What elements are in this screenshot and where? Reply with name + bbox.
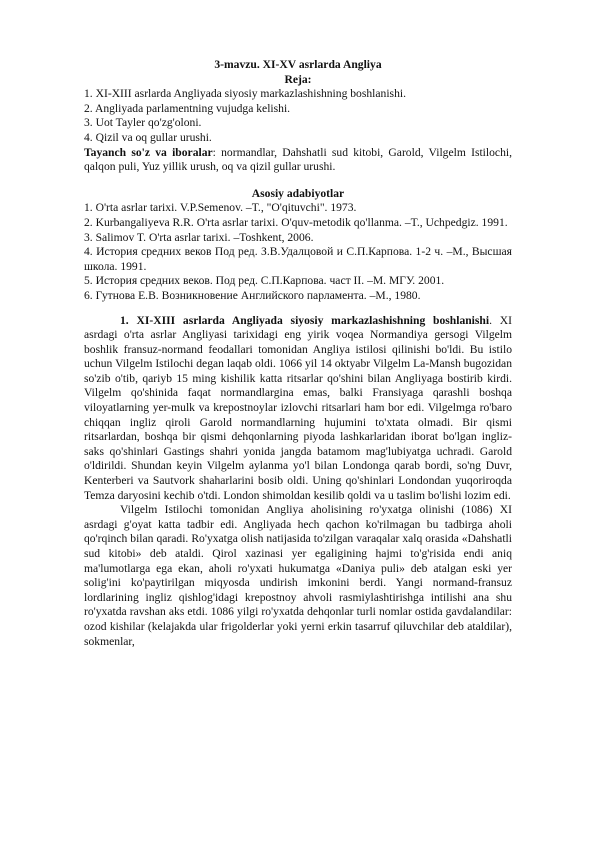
literature-item: 5. История средних веков. Под ред. С.П.Карпова. част II. –М. МГУ. 2001. (84, 274, 445, 288)
paragraph-text: . XI asrdagi o'rta asrlar Angliyasi tarixidagi eng yirik voqea Normandiya gersogi Vilgelm boshlik fransuz-normand feodallari tomonidan Angliya istilosi qilinishi bo'ldi. Bu istilo uchun Vilgelm Istilochi degan laqab oldi. 1066 yil 14 oktyabr Vilgelm La-Mansh bugozidan so'zib o'tib, qariyb 15 ming kishilik katta ritsarlar qo'shini bilan Angliyaga bostirib kirdi. Vilgelm qo'shinida faqat normandlargina emas, balki Fransiyaga qarashli boshqa viloyatlarning yer-mulk va krepostnoylar izlovchi ritsarlari ham bor edi. Vilgelmga ro'baro chiqqan ingliz qiroli Garold normandlarning hujumini to'xtata olmadi. Bir qismi ritsarlardan, boshqa bir qismi dehqonlarning piyoda lashkarlaridan iborat bo'lgan ingliz-saks qo'shinlari Gastings shahri yonida jangda batamom mag'lubiyatga uchradi. Garold o'ldirildi. Shundan keyin Vilgelm aylanma yo'l bilan Londonga qarab bordi, so'ng Duvr, Kenterberi va Sautvork shaharlarini bosib oldi. Uning qo'shinlari Londondan yuqoriroqda Temza daryosini kechib o'tdi. London shimoldan kesilib qoldi va u taslim bo'lishi lozim edi. (84, 313, 512, 502)
body-paragraph (84, 314, 512, 504)
section-heading: 1. XI-XIII asrlarda Angliyada siyosiy markazlashishning boshlanishi (120, 313, 490, 327)
plan-heading: Reja: (284, 72, 312, 86)
keywords-label: Tayanch so'z va iboralar (84, 145, 213, 159)
literature-list (84, 201, 512, 303)
literature-item: 2. Kurbangaliyeva R.R. O'rta asrlar tarixi. O'quv-metodik qo'llanma. –T., Uchpedgiz. 1991. (84, 215, 508, 229)
literature-item: 3. Salimov T. O'rta asrlar tarixi. –Toshkent, 2006. (84, 230, 314, 244)
plan-item: 2. Angliyada parlamentning vujudga kelishi. (84, 101, 291, 115)
keywords-paragraph (84, 146, 512, 175)
literature-item: 4. История средних веков Под ред. З.В.Удалцовой и С.П.Карпова. 1-2 ч. –М., Высшая школа. 1991. (84, 245, 512, 273)
plan-item: 1. XI-XIII asrlarda Angliyada siyosiy markazlashishning boshlanishi. (84, 87, 406, 101)
plan-item: 3. Uot Tayler qo'zg'oloni. (84, 116, 202, 130)
keywords-text: : normandlar, Dahshatli sud kitobi, Garold, Vilgelm Istilochi, qalqon puli, Yuz yillik urush, oq va qizil gullar urushi. (84, 145, 512, 174)
literature-heading: Asosiy adabiyotlar (251, 186, 345, 200)
body-paragraph: Vilgelm Istilochi tomonidan Angliya aholisining ro'yxatga olinishi (1086) XI asrdagi g'oyat katta tadbir edi. Angliyada hech qachon ko'rilmagan bu tadbirga aholi qo'rqinch bilan qaradi. Ro'yxatga olish natijasida to'zilgan varaqalar xalq orasida «Dahshatli sud kitobi» deb ataldi. Qirol xazinasi yer egaligining hajmi to'g'risida endi aniq ma'lumotlarga ega ekan, aholi ro'yxati hukumatga «Daniya puli» deb atalgan eski yer solig'ini ko'paytirilgan miqyosda undirish imkonini berdi. Yangi normand-fransuz lordlarining ingliz qishlog'idagi krepostnoy ahvoli rasmiylashtirishga intilishi ana shu ro'yxatda ravshan aks etdi. 1086 yilgi ro'yxatda dehqonlar turli nomlar ostida gavdalandilar: ozod kishilar (kelajakda ular frigolderlar yoki yerni erkin tasarruf qiluvchilar deb ataldilar), sokmenlar, (84, 503, 512, 648)
plan-list (84, 87, 512, 145)
document-page (84, 58, 512, 649)
literature-item: 1. O'rta asrlar tarixi. V.P.Semenov. –T., "O'qituvchi". 1973. (84, 201, 357, 215)
page-title: 3-mavzu. XI-XV asrlarda Angliya (214, 58, 382, 71)
plan-item: 4. Qizil va oq gullar urushi. (84, 130, 212, 144)
literature-item: 6. Гутнова Е.В. Возникновение Английского парламента. –М., 1980. (84, 288, 421, 302)
